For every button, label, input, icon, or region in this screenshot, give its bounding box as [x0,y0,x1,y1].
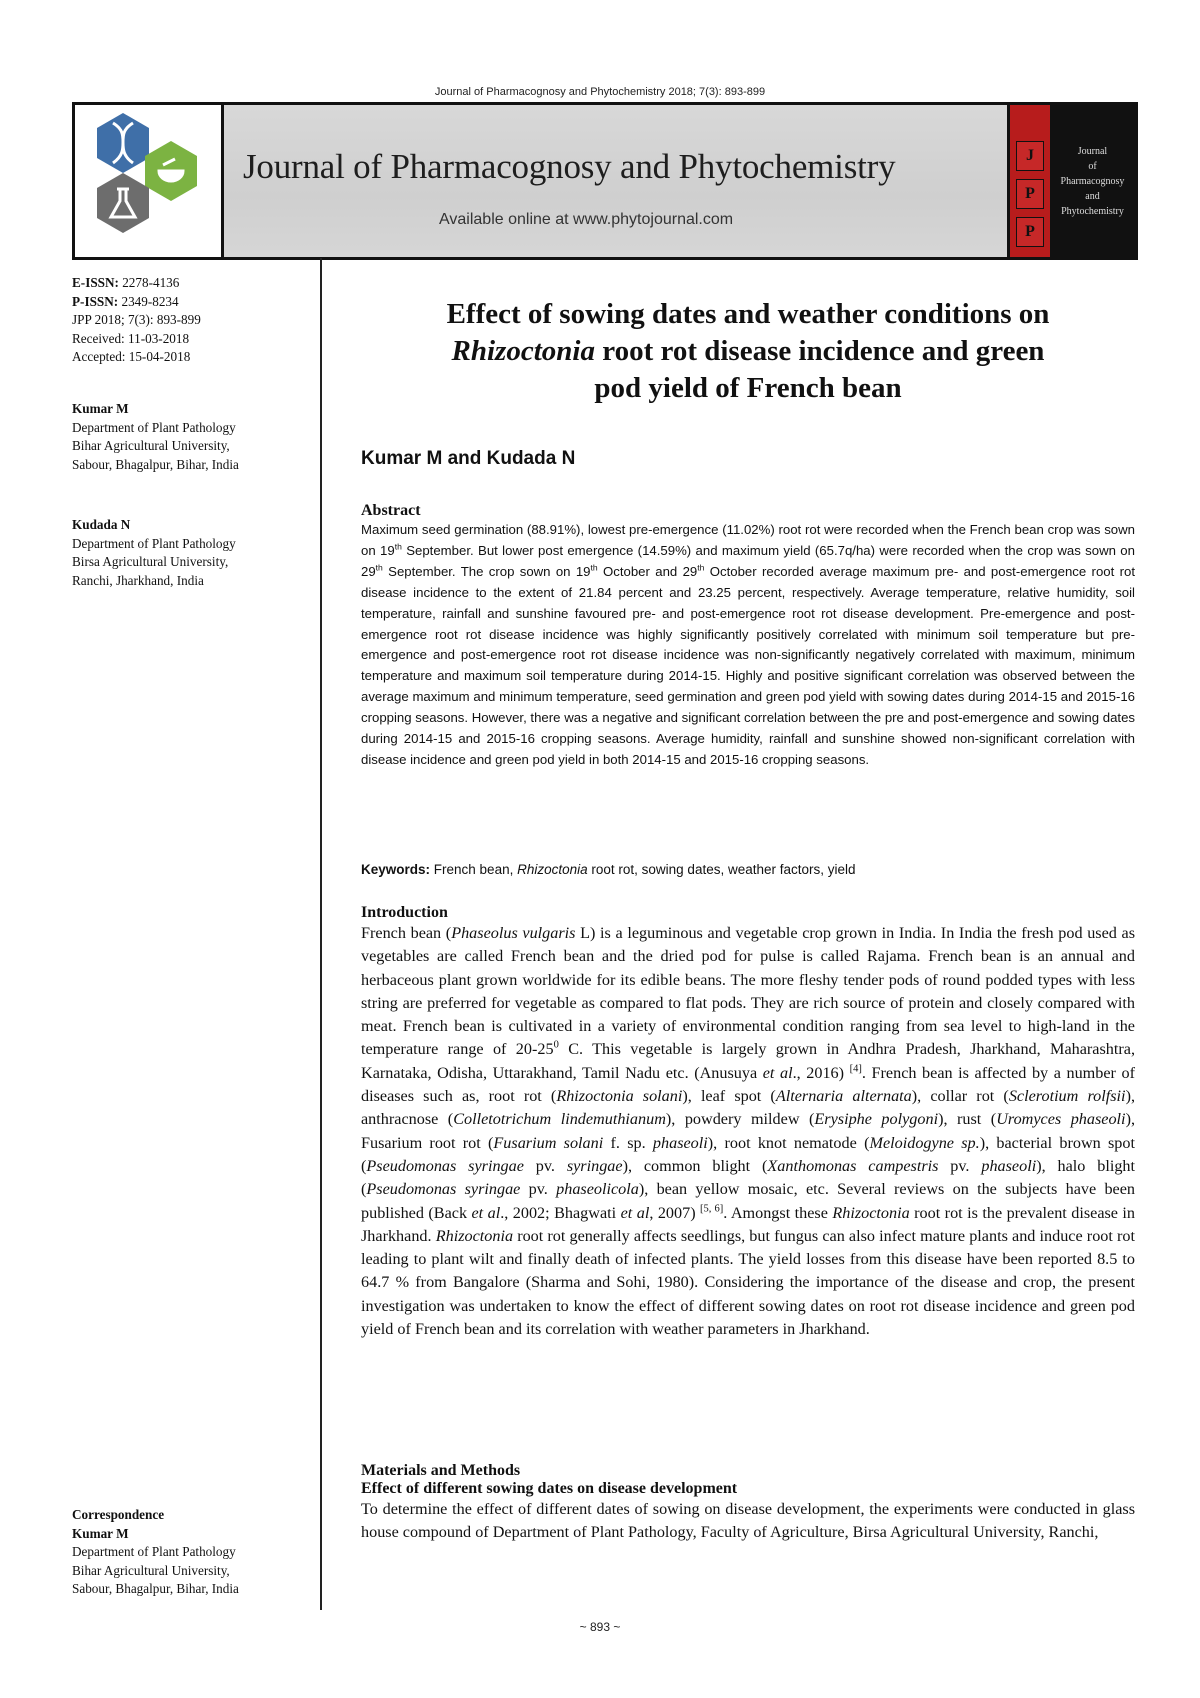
introduction-segment: ), halo blight ( [361,1156,1135,1199]
introduction-segment: pv. [938,1156,982,1175]
introduction-segment: Phaseolus vulgaris [451,924,576,942]
title-line: pod yield of French bean [594,372,902,404]
introduction-segment: et al [762,1063,793,1082]
author2-address: Ranchi, Jharkhand, India [72,572,204,588]
badge-caption-line: Pharmacognosy [1060,175,1125,187]
methods-heading: Materials and Methods [361,1462,521,1479]
correspondence-address: Sabour, Bhagalpur, Bihar, India [72,1581,239,1596]
methods-body: To determine the effect of different dates of sowing on disease development, the experiments were conducted in glass house compound of Department of Plant Pathology, Faculty of Agriculture, Birsa Agricultural University, Ranchi, [361,1500,1135,1542]
introduction-segment: 0 [553,1040,559,1052]
keywords-text: root rot, sowing dates, weather factors, yield [587,862,856,877]
introduction-segment: ), root knot nematode ( [707,1133,870,1152]
keywords [361,862,1135,877]
badge-letter-p2: P [1016,217,1044,247]
introduction-segment: ), bean yellow mosaic, etc. Several reviews on the subjects have been published (Back [361,1180,1135,1222]
introduction-segment: ., 2016) [792,1063,850,1082]
introduction-segment: Erysiphe polygoni [814,1110,939,1129]
introduction-segment: French bean ( [361,924,452,942]
introduction-segment: pv. [523,1156,567,1175]
introduction-segment: ), Fusarium root rot ( [361,1110,1135,1152]
article-title [361,296,1135,407]
introduction-segment: ), common blight ( [622,1156,768,1175]
abstract-text: September. The crop sown on 19 [382,563,591,579]
introduction-segment: ., 2002; Bhagwati [500,1203,621,1222]
journal-logo [75,105,224,257]
badge-caption-line: and [1085,190,1100,202]
introduction-segment: Pseudomonas syringae [366,1180,521,1199]
journal-banner-title: Journal of Pharmacognosy and Phytochemistry [243,147,896,186]
ordinal-suffix: th [697,562,705,573]
journal-website: Available online at www.phytojournal.com [439,211,734,228]
introduction-segment: phaseoli [652,1133,708,1152]
ordinal-suffix: th [590,562,598,573]
column-divider [320,258,322,1610]
introduction-segment: Colletotrichum lindemuthianum [453,1110,666,1129]
introduction-segment: Pseudomonas syringae [366,1156,524,1175]
author1-dept: Department of Plant Pathology [72,419,236,435]
correspondence-dept: Department of Plant Pathology [72,1544,236,1559]
methods-subheading: Effect of different sowing dates on disease development [361,1480,738,1497]
introduction-segment: . French bean is affected by a number of diseases such as, root rot ( [361,1063,1136,1106]
journal-banner [72,102,1138,260]
introduction-segment: ), anthracnose ( [361,1087,1135,1129]
badge-caption [1050,105,1135,257]
introduction-segment: phaseoli [981,1156,1037,1175]
introduction-section [361,904,1135,1341]
correspondence-label: Correspondence [72,1507,165,1522]
keywords-label: Keywords: [361,862,431,877]
introduction-segment: pv. [520,1180,557,1199]
abstract-text: October and 29 [597,563,698,579]
introduction-segment: [5, 6] [700,1203,724,1215]
author1-address: Sabour, Bhagalpur, Bihar, India [72,456,239,472]
introduction-segment: Sclerotium rolfsii [1008,1087,1126,1106]
page-number: ~ 893 ~ [579,1620,621,1634]
eissn-label: E-ISSN: [72,275,119,290]
introduction-segment: f. sp. [603,1133,653,1152]
author1-affiliation [72,400,239,474]
received-date: Received: 11-03-2018 [72,330,190,346]
introduction-segment: Uromyces phaseoli [996,1110,1126,1129]
abstract-text: September. But lower post emergence (14.59%) and maximum yield (65.7q/ha) were recorded when the crop was sown on 29 [361,542,1135,579]
introduction-segment: et al [620,1203,650,1222]
author-line: Kumar M and Kudada N [361,448,576,469]
running-head: Journal of Pharmacognosy and Phytochemistry 2018; 7(3): 893-899 [434,86,766,98]
badge-letter-j: J [1016,141,1044,171]
abstract-text: Maximum seed germination (88.91%), lowest pre-emergence (11.02%) root rot were recorded when the French bean crop was sown on 19 [361,522,1135,558]
introduction-segment: , 2007) [649,1203,701,1222]
correspondence-block [72,1506,239,1599]
abstract-heading: Abstract [361,502,421,519]
badge-caption-line: Phytochemistry [1061,205,1124,217]
ordinal-suffix: th [375,562,383,573]
ordinal-suffix: th [394,541,402,552]
correspondence-name: Kumar M [72,1525,129,1541]
introduction-segment: Rhizoctonia [832,1203,910,1222]
introduction-segment: L) is a leguminous and vegetable crop grown in India. In India the fresh pod used as vegetables are called French bean and the dried pod for pulse is called Rajama. French bean is an annual and herbaceous plant grown worldwide for its edible beans. The more fleshy tender pods of round podded types with less string are preferred for vegetable as compared to flat pods. They are rich source of protein and closely compared with meat. French bean is cultivated in a variety of environmental condition ranging from sea level to high-land in the temperature range of 20-25 [361,924,1136,1059]
introduction-segment: ), bacterial brown spot ( [361,1133,1135,1175]
issn-block [72,274,201,367]
introduction-segment: syringae [566,1156,623,1175]
title-line: root rot disease incidence and green [594,335,1045,367]
introduction-segment: root rot is the prevalent disease in Jharkhand. [361,1203,1136,1245]
title-italic: Rhizoctonia [451,335,595,367]
introduction-segment: Rhizoctonia solani [556,1087,683,1106]
author2-affiliation [72,516,236,590]
introduction-heading: Introduction [361,904,448,921]
introduction-segment: [4] [849,1063,862,1075]
pissn-value: 2349-8234 [121,293,179,309]
author1-univ: Bihar Agricultural University, [72,438,230,453]
jpp-badge [1007,105,1050,257]
abstract-section [361,502,1135,771]
badge-caption-line: of [1088,160,1097,172]
pissn-label: P-ISSN: [72,293,119,309]
introduction-segment: ), collar rot ( [911,1087,1009,1106]
accepted-date: Accepted: 15-04-2018 [72,349,191,364]
author2-name: Kudada N [72,517,131,532]
introduction-segment: ), rust ( [938,1110,997,1129]
badge-letter-p1: P [1016,179,1044,209]
introduction-segment: Alternaria alternata [775,1087,912,1106]
methods-section [361,1462,1135,1545]
introduction-segment: ), powdery mildew ( [665,1110,815,1129]
keywords-italic: Rhizoctonia [517,862,588,877]
introduction-segment: Rhizoctonia [435,1226,514,1245]
author1-name: Kumar M [72,401,129,416]
badge-caption-line: Journal [1077,145,1108,157]
introduction-segment: phaseolicola [556,1180,639,1199]
eissn-value: 2278-4136 [122,275,180,290]
introduction-segment: Fusarium solani [493,1133,604,1152]
introduction-segment: Xanthomonas campestris [767,1156,939,1175]
author2-univ: Birsa Agricultural University, [72,554,229,569]
introduction-body [361,922,1135,1341]
introduction-segment: et al [471,1203,501,1222]
author2-dept: Department of Plant Pathology [72,535,236,551]
abstract-text: October recorded average maximum pre- and post-emergence root rot disease incidence to the extent of 21.84 percent and 23.25 percent, respectively. Average temperature, relative humidity, soil temperature, rainfall and sunshine favoured pre- and post-emergence root rot disease development. Pre-emergence and post-emergence root rot disease incidence was highly significantly positively correlated with minimum soil temperature but pre-emergence and post-emergence root rot disease incidence was non-significantly negatively correlated with maximum, minimum temperature and maximum soil temperature during 2014-15. Highly and positive significant correlation was observed between the average maximum and minimum temperature, seed germination and green pod yield with sowing dates during 2014-15 and 2015-16 cropping seasons. However, there was a negative and significant correlation between the pre and post-emergence and sowing dates during 2014-15 and 2015-16 cropping seasons. Average humidity, rainfall and sunshine showed non-significant correlation with disease incidence and green pod yield in both 2014-15 and 2015-16 cropping seasons. [361,563,1135,767]
introduction-segment: C. This vegetable is largely grown in Andhra Pradesh, Jharkhand, Maharashtra, Karnataka, Odisha, Uttarakhand, Tamil Nadu etc. (Anusuya [361,1040,1135,1082]
abstract-body [361,520,1135,771]
keywords-text: French bean, [430,862,518,877]
introduction-segment: . Amongst these [723,1203,833,1222]
correspondence-univ: Bihar Agricultural University, [72,1562,230,1578]
introduction-segment: root rot generally affects seedlings, but fungus can also infect mature plants and induce root rot leading to plant wilt and finally death of infected plants. The yield losses from this disease have been reported 8.5 to 64.7 % from Bangalore (Sharma and Sohi, 1980). Considering the importance of the disease and crop, the present investigation was undertaken to know the effect of different sowing dates on root rot disease incidence and green pod yield of French bean and its correlation with weather parameters in Jharkhand. [361,1226,1136,1339]
introduction-segment: ), leaf spot ( [682,1087,776,1106]
jpp-ref: JPP 2018; 7(3): 893-899 [72,312,201,327]
introduction-segment: Meloidogyne sp. [869,1133,980,1152]
title-line: Effect of sowing dates and weather conditions on [446,298,1050,330]
